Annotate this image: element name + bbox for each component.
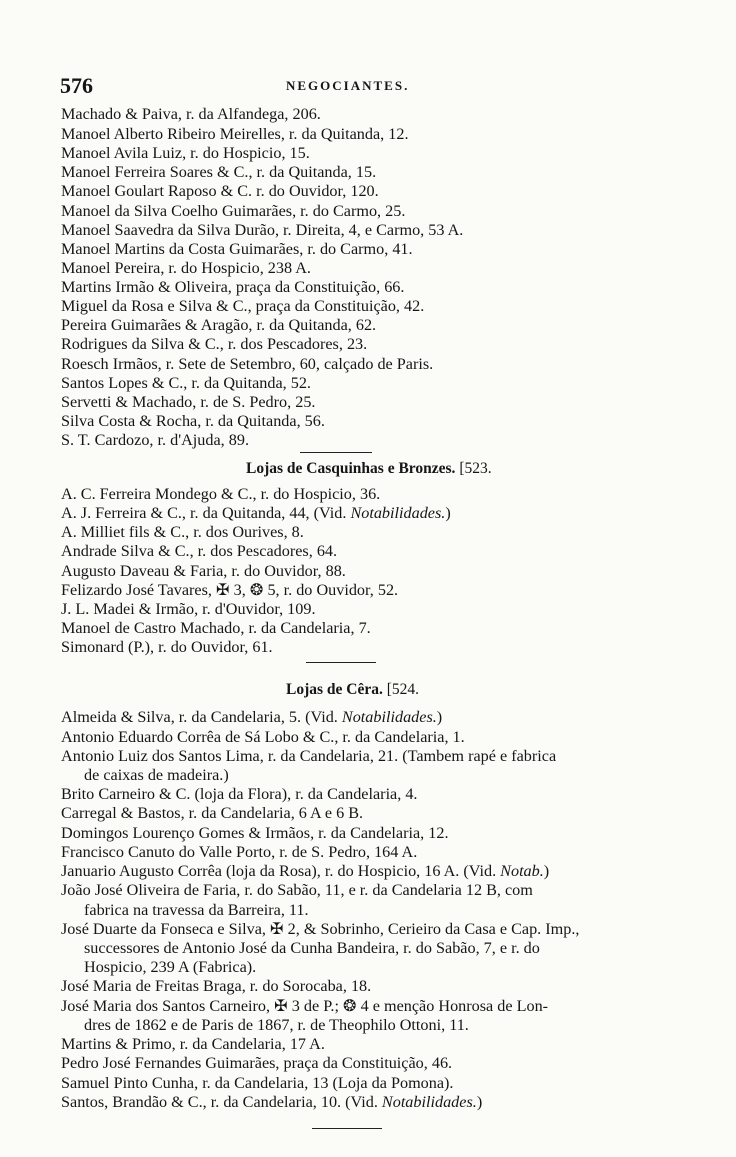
section-heading	[246, 460, 492, 478]
list-item: J. L. Madei & Irmão, r. d'Ouvidor, 109.	[61, 600, 316, 618]
entry-text: )	[476, 1093, 483, 1111]
list-item: Rodrigues da Silva & C., r. dos Pescadores, 23.	[61, 335, 368, 353]
list-item: Manoel da Silva Coelho Guimarães, r. do Carmo, 25.	[61, 202, 406, 220]
list-item: Silva Costa & Rocha, r. da Quitanda, 56.	[61, 412, 325, 430]
list-item-continuation: dres de 1862 e de Paris de 1867, r. de Theophilo Ottoni, 11.	[84, 1016, 469, 1034]
list-item: Antonio Eduardo Corrêa de Sá Lobo & C., r. da Candelaria, 1.	[61, 728, 465, 746]
list-item: João José Oliveira de Faria, r. do Sabão, 11, e r. da Candelaria 12 B, com	[61, 881, 533, 899]
list-item: Augusto Daveau & Faria, r. do Ouvidor, 88.	[61, 562, 346, 580]
section-divider	[300, 452, 372, 453]
list-item: Samuel Pinto Cunha, r. da Candelaria, 13 (Loja da Pomona).	[61, 1074, 454, 1092]
entry-text: Felizardo José Tavares,	[61, 581, 212, 599]
list-item: Pedro José Fernandes Guimarães, praça da Constituição, 46.	[61, 1054, 453, 1072]
list-item	[61, 919, 579, 939]
entry-text: Januario Augusto Corrêa (loja da Rosa), r. do Hospicio, 16 A. (Vid.	[61, 862, 497, 880]
list-item: Manoel Ferreira Soares & C., r. da Quitanda, 15.	[61, 163, 377, 181]
list-item	[61, 580, 398, 600]
entry-text: )	[543, 862, 550, 880]
section-title: Lojas de Casquinhas e Bronzes.	[246, 460, 456, 477]
list-item: Manoel Avila Luiz, r. do Hospicio, 15.	[61, 144, 310, 162]
section-divider	[306, 662, 376, 663]
list-item: Francisco Canuto do Valle Porto, r. de S. Pedro, 164 A.	[61, 843, 418, 861]
medal-icon: ❂	[249, 581, 264, 599]
entry-reference: Notabilidades.	[350, 504, 446, 522]
list-item: Martins Irmão & Oliveira, praça da Constituição, 66.	[61, 278, 405, 296]
section-ref: [524.	[386, 681, 420, 698]
entry-text: 3 de P.;	[291, 997, 339, 1015]
list-item	[61, 503, 451, 523]
list-item: Manoel Goulart Raposo & C. r. do Ouvidor, 120.	[61, 182, 379, 200]
section-heading	[286, 681, 419, 699]
list-item: A. C. Ferreira Mondego & C., r. do Hospicio, 36.	[61, 485, 381, 503]
entry-text: )	[445, 504, 451, 522]
list-item: Andrade Silva & C., r. dos Pescadores, 64.	[61, 542, 338, 560]
list-item: Manoel Pereira, r. do Hospicio, 238 A.	[61, 259, 311, 277]
entry-text: 4 e menção Honrosa de Lon-	[360, 997, 549, 1015]
order-cross-icon: ✠	[270, 920, 284, 938]
list-item: Machado & Paiva, r. da Alfandega, 206.	[61, 105, 321, 123]
section-title: Lojas de Cêra.	[286, 681, 383, 698]
list-item: Santos Lopes & C., r. da Quitanda, 52.	[61, 374, 311, 392]
list-item: Manoel Martins da Costa Guimarães, r. do Carmo, 41.	[61, 240, 413, 258]
list-item: Brito Carneiro & C. (loja da Flora), r. da Candelaria, 4.	[61, 785, 418, 803]
entry-text: A. J. Ferreira & C., r. da Quitanda, 44, (Vid.	[61, 504, 347, 522]
list-item: A. Milliet fils & C., r. dos Ourives, 8.	[61, 523, 304, 541]
list-item	[61, 707, 442, 727]
entry-reference: Notabilidades.	[381, 1093, 477, 1111]
list-item-continuation: Hospicio, 239 A (Fabrica).	[84, 958, 257, 976]
list-item: Pereira Guimarães & Aragão, r. da Quitanda, 62.	[61, 316, 377, 334]
entry-text: 2, & Sobrinho, Cerieiro da Casa e Cap. Imp.,	[287, 920, 580, 938]
entry-text: José Maria dos Santos Carneiro,	[61, 997, 271, 1015]
entry-reference: Notab.	[500, 862, 544, 880]
medal-icon: ❂	[343, 997, 357, 1015]
list-item-continuation: successores de Antonio José da Cunha Bandeira, r. do Sabão, 7, e r. do	[84, 939, 540, 957]
page-header	[60, 73, 680, 99]
list-item: Miguel da Rosa e Silva & C., praça da Constituição, 42.	[61, 297, 425, 315]
list-item: Simonard (P.), r. do Ouvidor, 61.	[61, 638, 273, 656]
list-item: Domingos Lourenço Gomes & Irmãos, r. da Candelaria, 12.	[61, 824, 449, 842]
list-item: Manoel Alberto Ribeiro Meirelles, r. da Quitanda, 12.	[61, 125, 409, 143]
list-item: Manoel Saavedra da Silva Durão, r. Direita, 4, e Carmo, 53 A.	[61, 221, 464, 239]
entry-text: José Duarte da Fonseca e Silva,	[61, 920, 266, 938]
list-item-continuation: fabrica na travessa da Barreira, 11.	[84, 901, 309, 919]
list-item: Martins & Primo, r. da Candelaria, 17 A.	[61, 1035, 325, 1053]
entry-text: 3,	[233, 581, 246, 599]
list-item: Carregal & Bastos, r. da Candelaria, 6 A e 6 B.	[61, 804, 364, 822]
list-item	[61, 996, 548, 1016]
order-cross-icon: ✠	[216, 581, 230, 599]
entry-text: Santos, Brandão & C., r. da Candelaria, 10. (Vid.	[61, 1093, 378, 1111]
page-number: 576	[60, 73, 93, 98]
list-item: Roesch Irmãos, r. Sete de Setembro, 60, calçado de Paris.	[61, 355, 434, 373]
list-item: Servetti & Machado, r. de S. Pedro, 25.	[61, 393, 316, 411]
list-item: Manoel de Castro Machado, r. da Candelaria, 7.	[61, 619, 371, 637]
list-item: S. T. Cardozo, r. d'Ajuda, 89.	[61, 431, 250, 449]
section-ref: [523.	[459, 460, 492, 477]
entry-reference: Notabilidades.	[341, 708, 437, 726]
section-divider	[312, 1128, 382, 1129]
list-item: Antonio Luiz dos Santos Lima, r. da Candelaria, 21. (Tambem rapé e fabrica	[61, 747, 557, 765]
running-title: NEGOCIANTES.	[286, 78, 410, 93]
list-item-continuation: de caixas de madeira.)	[84, 766, 229, 784]
list-item	[61, 861, 549, 881]
list-item: José Maria de Freitas Braga, r. do Sorocaba, 18.	[61, 977, 372, 995]
entry-text: )	[436, 708, 443, 726]
list-item	[61, 1092, 482, 1112]
order-cross-icon: ✠	[274, 997, 288, 1015]
entry-text: 5, r. do Ouvidor, 52.	[267, 581, 399, 599]
entry-text: Almeida & Silva, r. da Candelaria, 5. (Vid.	[61, 708, 338, 726]
